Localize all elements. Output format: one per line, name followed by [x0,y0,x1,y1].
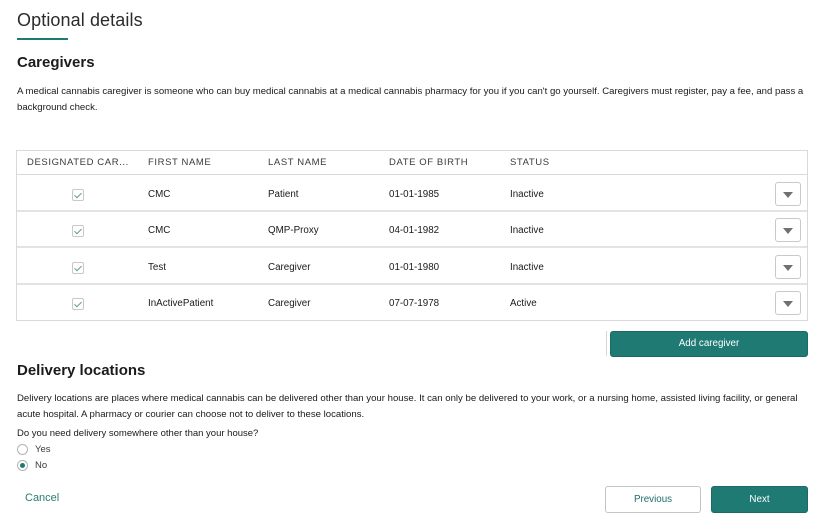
cell-first-name: CMC [148,225,171,236]
designated-checkbox[interactable] [72,189,84,201]
column-header-dob[interactable]: DATE OF BIRTH [389,157,469,168]
cell-dob: 07-07-1978 [389,298,440,309]
radio-yes[interactable] [17,444,28,455]
cell-last-name: Caregiver [268,298,311,309]
row-divider [17,246,807,248]
delivery-question: Do you need delivery somewhere other than your house? [17,428,259,439]
column-header-first-name[interactable]: FIRST NAME [148,157,212,168]
caret-down-icon [783,192,793,198]
row-menu-button[interactable] [775,255,801,279]
caregivers-heading: Caregivers [17,54,95,71]
caret-down-icon [783,301,793,307]
row-menu-button[interactable] [775,218,801,242]
designated-checkbox[interactable] [72,225,84,237]
cell-status: Inactive [510,189,544,200]
radio-no[interactable] [17,460,28,471]
radio-no-label[interactable]: No [35,460,48,471]
cell-first-name: InActivePatient [148,298,214,309]
divider [606,331,607,356]
column-header-designated[interactable]: DESIGNATED CAR... [27,157,129,168]
caregivers-table [16,150,808,321]
table-row [17,212,807,248]
delivery-heading: Delivery locations [17,362,146,379]
row-menu-button[interactable] [775,291,801,315]
cell-last-name: QMP-Proxy [268,225,319,236]
table-row [17,176,807,212]
page-title: Optional details [17,10,143,30]
cell-status: Inactive [510,225,544,236]
cell-last-name: Caregiver [268,262,311,273]
row-menu-button[interactable] [775,182,801,206]
cell-first-name: CMC [148,189,171,200]
table-row [17,285,807,321]
caret-down-icon [783,265,793,271]
designated-checkbox[interactable] [72,298,84,310]
cancel-link[interactable]: Cancel [25,492,60,504]
cell-first-name: Test [148,262,166,273]
table-row [17,249,807,285]
column-header-last-name[interactable]: LAST NAME [268,157,328,168]
radio-yes-label[interactable]: Yes [35,444,51,455]
previous-button[interactable]: Previous [605,486,701,513]
delivery-description: Delivery locations are places where medical cannabis can be delivered other than your house. It can only be delivered to your work, or a nursing home, assisted living facility, or general acute hospital. A pharmacy or courier can choose not to deliver to these locations. [17,393,798,420]
caregivers-description: A medical cannabis caregiver is someone who can buy medical cannabis at a medical cannabis pharmacy for you if you can't go yourself. Caregivers must register, pay a fee, and pass a background check. [17,86,804,113]
next-button[interactable]: Next [711,486,808,513]
designated-checkbox[interactable] [72,262,84,274]
column-header-status[interactable]: STATUS [510,157,550,168]
page-title-underline [17,38,68,40]
add-caregiver-button[interactable]: Add caregiver [610,331,808,357]
caret-down-icon [783,228,793,234]
cell-dob: 04-01-1982 [389,225,440,236]
cell-last-name: Patient [268,189,299,200]
cell-dob: 01-01-1980 [389,262,440,273]
cell-status: Active [510,298,537,309]
cell-status: Inactive [510,262,544,273]
table-header [17,151,807,175]
cell-dob: 01-01-1985 [389,189,440,200]
